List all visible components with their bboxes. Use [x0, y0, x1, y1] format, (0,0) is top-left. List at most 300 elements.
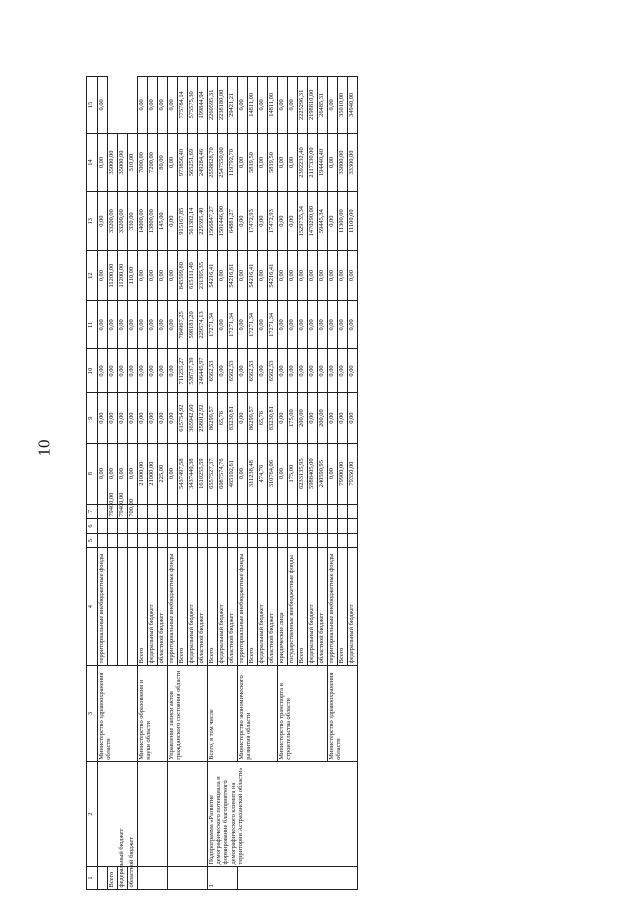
funding-source-cell: федеральный бюджет [118, 866, 128, 889]
executor-cell: Управление записи актов гражданского состояния области [168, 665, 208, 761]
value-cell: 1501446,00 [218, 192, 228, 251]
value-cell: 2260595,31 [208, 77, 218, 134]
value-cell: 2198810,00 [308, 77, 318, 134]
value-cell: 0,00 [278, 251, 288, 301]
funding-source-cell: областной бюджет [318, 548, 328, 665]
num-cell: 1 [208, 866, 238, 889]
value-cell: 0,00 [328, 251, 338, 301]
value-cell: 119792,70 [228, 133, 238, 192]
empty-cell [248, 504, 258, 519]
empty-cell [318, 504, 328, 519]
value-cell: 0,00 [258, 349, 268, 393]
value-cell: 3437440,38 [188, 443, 198, 504]
empty-cell [138, 519, 148, 534]
value-cell: 17271,34 [248, 301, 258, 349]
value-cell: 5437497,58 [178, 443, 188, 504]
value-cell: 225,00 [158, 443, 168, 504]
value-cell: 17271,34 [208, 301, 218, 349]
value-cell: 0,00 [218, 301, 228, 349]
value-cell: 0,00 [128, 393, 138, 443]
value-cell: 0,00 [328, 349, 338, 393]
empty-cell [258, 533, 268, 548]
value-cell: 0,00 [98, 192, 108, 251]
value-cell: 5819,50 [268, 133, 278, 192]
empty-cell [138, 533, 148, 548]
funding-source-cell: областной бюджет [128, 866, 138, 889]
value-cell: 2225296,31 [298, 77, 308, 134]
empty-cell [118, 548, 128, 665]
table-row [98, 77, 108, 890]
empty-cell [338, 504, 348, 519]
value-cell: 0,00 [308, 349, 318, 393]
value-cell: 0,00 [288, 349, 298, 393]
empty-cell [218, 519, 228, 534]
value-cell: 0,00 [158, 393, 168, 443]
value-cell: 79400,00 [118, 504, 128, 519]
value-cell: 0,00 [338, 251, 348, 301]
value-cell: 0,00 [238, 301, 248, 349]
empty-cell [318, 533, 328, 548]
value-cell: 13800,00 [148, 192, 158, 251]
empty-cell [178, 533, 188, 548]
value-cell: 26485,31 [318, 77, 328, 134]
empty-cell [238, 533, 248, 548]
value-cell: 0,00 [258, 301, 268, 349]
empty-cell [208, 533, 218, 548]
value-cell: 474,76 [258, 443, 268, 504]
funding-source-cell: территориальные внебюджетные фонды [168, 548, 178, 665]
value-cell: 21000,00 [138, 443, 148, 504]
value-cell: 79400,00 [108, 504, 118, 519]
executor-cell: Министерство образования и науки области [138, 665, 168, 761]
value-cell: 0,00 [148, 393, 158, 443]
value-cell: 7000,00 [138, 133, 148, 192]
empty-cell [128, 519, 138, 534]
value-cell: 229574,13 [198, 301, 208, 349]
value-cell: 83230,81 [228, 393, 238, 443]
value-cell: 0,00 [128, 349, 138, 393]
num-cell [98, 866, 108, 889]
empty-cell [278, 519, 288, 534]
empty-cell [248, 533, 258, 548]
empty-cell [128, 533, 138, 548]
value-cell: 86299,57 [208, 393, 218, 443]
empty-cell [188, 533, 198, 548]
value-cell: 17472,93 [248, 192, 258, 251]
funding-source-cell: территориальные внебюджетные фонды [328, 548, 338, 665]
header-cell: 2 [87, 762, 98, 867]
value-cell: 2547550,00 [218, 133, 228, 192]
value-cell: 11300,00 [338, 192, 348, 251]
value-cell: 249284,46 [198, 133, 208, 192]
value-cell: 0,00 [118, 393, 128, 443]
value-cell: 0,00 [148, 77, 158, 134]
value-cell: 784967,25 [178, 301, 188, 349]
empty-cell [218, 504, 228, 519]
value-cell: 0,00 [238, 393, 248, 443]
value-cell: 5988405,00 [308, 443, 318, 504]
value-cell: 0,00 [278, 443, 288, 504]
table-row [208, 77, 218, 890]
header-cell: 4 [87, 548, 98, 665]
empty-cell [198, 504, 208, 519]
value-cell: 11100,00 [348, 192, 358, 251]
executor-cell: Министерство здравоохранения области [98, 665, 138, 761]
value-cell: 6557527,37 [208, 443, 218, 504]
value-cell: 0,00 [158, 251, 168, 301]
empty-cell [268, 533, 278, 548]
value-cell: 0,00 [168, 393, 178, 443]
value-cell: 2117330,00 [308, 133, 318, 192]
value-cell: 0,00 [318, 301, 328, 349]
empty-cell [118, 533, 128, 548]
empty-cell [108, 548, 118, 665]
value-cell: 311238,48 [248, 443, 258, 504]
empty-cell [328, 533, 338, 548]
value-cell: 54216,61 [228, 251, 238, 301]
value-cell: 0,00 [118, 301, 128, 349]
empty-cell [228, 504, 238, 519]
value-cell: 64881,27 [228, 192, 238, 251]
value-cell: 0,00 [278, 301, 288, 349]
value-cell: 0,00 [308, 393, 318, 443]
value-cell: 0,00 [288, 251, 298, 301]
empty-cell [148, 533, 158, 548]
value-cell: 246445,97 [198, 349, 208, 393]
empty-cell [208, 504, 218, 519]
empty-cell [188, 504, 198, 519]
value-cell: 0,00 [168, 192, 178, 251]
program-cell [168, 762, 208, 867]
empty-cell [198, 533, 208, 548]
header-cell: 10 [87, 349, 98, 393]
empty-cell [188, 519, 198, 534]
value-cell: 1566847,27 [208, 192, 218, 251]
empty-cell [298, 504, 308, 519]
value-cell: 0,00 [338, 349, 348, 393]
value-cell: 0,00 [98, 301, 108, 349]
value-cell: 561382,14 [188, 192, 198, 251]
empty-cell [128, 548, 138, 665]
value-cell: 0,00 [218, 251, 228, 301]
value-cell: 0,00 [238, 77, 248, 134]
header-cell: 13 [87, 192, 98, 251]
value-cell: 0,00 [278, 133, 288, 192]
header-cell: 7 [87, 504, 98, 519]
value-cell: 0,00 [258, 77, 268, 134]
value-cell: 0,00 [238, 349, 248, 393]
funding-source-cell: федеральный бюджет [308, 548, 318, 665]
table-row [168, 77, 178, 890]
empty-cell [308, 519, 318, 534]
value-cell: 0,00 [168, 251, 178, 301]
header-cell: 15 [87, 77, 98, 134]
value-cell: 0,00 [328, 192, 338, 251]
value-cell: 35010,00 [338, 77, 348, 134]
value-cell: 0,00 [278, 77, 288, 134]
funding-source-cell: Всего [248, 548, 258, 665]
empty-cell [108, 519, 118, 534]
empty-cell [268, 519, 278, 534]
executor-cell: Министерство транспорта и строительства области [278, 665, 328, 761]
value-cell: 0,00 [298, 301, 308, 349]
value-cell: 17271,34 [228, 301, 238, 349]
value-cell: 2238180,00 [218, 77, 228, 134]
empty-cell [168, 519, 178, 534]
value-cell: 145,00 [158, 192, 168, 251]
empty-cell [318, 519, 328, 534]
value-cell: 199844,94 [198, 77, 208, 134]
value-cell: 65,76 [218, 393, 228, 443]
value-cell: 0,00 [258, 133, 268, 192]
funding-source-cell: областной бюджет [158, 548, 168, 665]
value-cell: 194440,40 [318, 133, 328, 192]
program-cell: Подпрограмма «Развитие демографического потенциала и формирование благоприятного демографического климата на территории Астраханской области» [208, 762, 358, 867]
header-cell: 8 [87, 443, 98, 504]
funding-source-cell: территориальные внебюджетные фонды [238, 548, 248, 665]
value-cell: 0,00 [238, 192, 248, 251]
empty-cell [108, 533, 118, 548]
value-cell: 175,00 [288, 393, 298, 443]
funding-source-cell: областной бюджет [228, 548, 238, 665]
value-cell: 575575,30 [188, 77, 198, 134]
value-cell: 0,00 [258, 192, 268, 251]
empty-cell [268, 504, 278, 519]
value-cell: 0,00 [238, 443, 248, 504]
header-cell: 5 [87, 533, 98, 548]
value-cell: 0,00 [108, 301, 118, 349]
value-cell: 14811,00 [248, 77, 258, 134]
value-cell: 0,00 [168, 301, 178, 349]
empty-cell [168, 533, 178, 548]
empty-cell [278, 504, 288, 519]
value-cell: 0,00 [238, 133, 248, 192]
header-cell: 12 [87, 251, 98, 301]
empty-cell [348, 504, 358, 519]
value-cell: 0,00 [148, 251, 158, 301]
program-cell [138, 762, 168, 867]
value-cell: 6562,53 [228, 349, 238, 393]
value-cell: 0,00 [298, 349, 308, 393]
empty-cell [238, 519, 248, 534]
num-cell [168, 866, 208, 889]
empty-cell [338, 533, 348, 548]
value-cell: 2558828,70 [208, 133, 218, 192]
funding-source-cell: федеральный бюджет [148, 548, 158, 665]
value-cell: 54216,41 [248, 251, 258, 301]
funding-source-cell: Всего [298, 548, 308, 665]
empty-cell [258, 504, 268, 519]
value-cell: 6562,53 [208, 349, 218, 393]
value-cell: 0,00 [348, 349, 358, 393]
value-cell: 0,00 [218, 349, 228, 393]
funding-source-cell: государственные внебюджетные фонды [288, 548, 298, 665]
value-cell: 310,00 [128, 133, 138, 192]
value-cell: 11200,00 [118, 251, 128, 301]
value-cell: 775784,14 [178, 77, 188, 134]
value-cell: 1610255,59 [198, 443, 208, 504]
header-cell: 6 [87, 519, 98, 534]
value-cell: 565251,69 [188, 133, 198, 192]
value-cell: 0,00 [348, 251, 358, 301]
value-cell: 33300,00 [348, 133, 358, 192]
funding-source-cell: юридические лица [278, 548, 288, 665]
value-cell: 6087574,76 [218, 443, 228, 504]
value-cell: 615111,40 [188, 251, 198, 301]
header-row [87, 77, 98, 890]
value-cell: 35000,00 [118, 133, 128, 192]
value-cell: 0,00 [98, 77, 108, 134]
value-cell: 0,00 [108, 349, 118, 393]
header-cell: 1 [87, 866, 98, 889]
value-cell: 0,00 [328, 77, 338, 134]
value-cell: 0,00 [108, 393, 118, 443]
empty-cell [298, 533, 308, 548]
executor-cell: Министерство экономического развития области [238, 665, 278, 761]
value-cell: 0,00 [328, 133, 338, 192]
value-cell: 0,00 [288, 301, 298, 349]
value-cell: 700,00 [128, 504, 138, 519]
empty-cell [278, 533, 288, 548]
funding-source-cell: областной бюджет [268, 548, 278, 665]
value-cell: 598181,20 [188, 301, 198, 349]
value-cell: 711255,27 [178, 349, 188, 393]
value-cell: 0,00 [138, 251, 148, 301]
value-cell: 0,00 [138, 349, 148, 393]
empty-cell [288, 519, 298, 534]
value-cell: 0,00 [328, 393, 338, 443]
value-cell: 33200,00 [108, 192, 118, 251]
value-cell: 0,00 [158, 77, 168, 134]
empty-cell [178, 504, 188, 519]
empty-cell [218, 533, 228, 548]
value-cell: 0,00 [168, 77, 178, 134]
value-cell: 0,00 [98, 349, 108, 393]
value-cell: 0,00 [338, 393, 348, 443]
value-cell: 0,00 [288, 133, 298, 192]
value-cell: 0,00 [288, 192, 298, 251]
empty-cell [328, 519, 338, 534]
funding-source-cell: Всего [138, 548, 148, 665]
value-cell: 0,00 [298, 251, 308, 301]
empty-cell [148, 504, 158, 519]
value-cell: 973856,40 [178, 133, 188, 192]
value-cell: 240590,95 [318, 443, 328, 504]
value-cell: 0,00 [318, 349, 328, 393]
value-cell: 0,00 [138, 301, 148, 349]
empty-cell [308, 533, 318, 548]
header-cell: 11 [87, 301, 98, 349]
value-cell: 14000,00 [138, 192, 148, 251]
empty-cell [138, 504, 148, 519]
empty-cell [248, 519, 258, 534]
value-cell: 65,76 [258, 393, 268, 443]
value-cell: 110,00 [128, 251, 138, 301]
empty-cell [228, 519, 238, 534]
funding-source-cell: территориальные внебюджетные фонды [98, 548, 108, 665]
funding-source-cell: Всего [178, 548, 188, 665]
empty-cell [118, 519, 128, 534]
value-cell: 0,00 [168, 443, 178, 504]
value-cell: 80,00 [158, 133, 168, 192]
funding-source-cell: областной бюджет [198, 548, 208, 665]
funding-source-cell: федеральный бюджет [348, 548, 358, 665]
empty-cell [158, 533, 168, 548]
value-cell: 0,00 [98, 393, 108, 443]
funding-source-cell: федеральный бюджет [258, 548, 268, 665]
value-cell: 54216,41 [268, 251, 278, 301]
empty-cell [98, 519, 108, 534]
value-cell: 0,00 [158, 301, 168, 349]
value-cell: 258012,92 [198, 393, 208, 443]
value-cell: 79350,00 [348, 443, 358, 504]
value-cell: 7200,00 [148, 133, 158, 192]
funding-source-cell: Всего [338, 548, 348, 665]
value-cell: 17472,93 [268, 192, 278, 251]
value-cell: 0,00 [328, 443, 338, 504]
empty-cell [338, 519, 348, 534]
value-cell: 21000,00 [148, 443, 158, 504]
empty-cell [208, 519, 218, 534]
value-cell: 465102,61 [228, 443, 238, 504]
value-cell: 231395,35 [198, 251, 208, 301]
value-cell: 0,00 [138, 77, 148, 134]
empty-cell [158, 519, 168, 534]
funding-source-cell: федеральный бюджет [188, 548, 198, 665]
value-cell: 6233135,95 [298, 443, 308, 504]
value-cell: 0,00 [118, 443, 128, 504]
num-cell [238, 866, 358, 889]
value-cell: 0,00 [288, 77, 298, 134]
empty-cell [288, 504, 298, 519]
value-cell: 0,00 [308, 251, 318, 301]
value-cell: 330,00 [128, 192, 138, 251]
value-cell: 229395,40 [198, 192, 208, 251]
empty-cell [348, 533, 358, 548]
empty-cell [98, 533, 108, 548]
value-cell: 0,00 [348, 393, 358, 443]
empty-cell [288, 533, 298, 548]
value-cell: 6562,53 [248, 349, 258, 393]
value-cell: 0,00 [118, 349, 128, 393]
value-cell: 2392232,40 [298, 133, 308, 192]
value-cell: 0,00 [158, 349, 168, 393]
value-cell: 59445,34 [318, 192, 328, 251]
header-cell: 14 [87, 133, 98, 192]
table-row [138, 77, 148, 890]
value-cell: 17271,34 [268, 301, 278, 349]
value-cell: 5819,50 [248, 133, 258, 192]
empty-cell [148, 519, 158, 534]
value-cell: 0,00 [278, 192, 288, 251]
empty-cell [158, 504, 168, 519]
empty-cell [328, 504, 338, 519]
value-cell: 0,00 [168, 349, 178, 393]
empty-cell [228, 533, 238, 548]
value-cell: 310764,06 [268, 443, 278, 504]
value-cell: 0,00 [318, 251, 328, 301]
value-cell: 0,00 [278, 393, 288, 443]
budget-table [86, 76, 358, 890]
rotated-content [86, 76, 622, 890]
value-cell: 0,00 [278, 349, 288, 393]
value-cell: 0,00 [138, 393, 148, 443]
value-cell: 11200,00 [108, 251, 118, 301]
value-cell: 34940,00 [348, 77, 358, 134]
header-cell: 3 [87, 665, 98, 761]
num-cell [138, 866, 168, 889]
value-cell: 0,00 [238, 251, 248, 301]
